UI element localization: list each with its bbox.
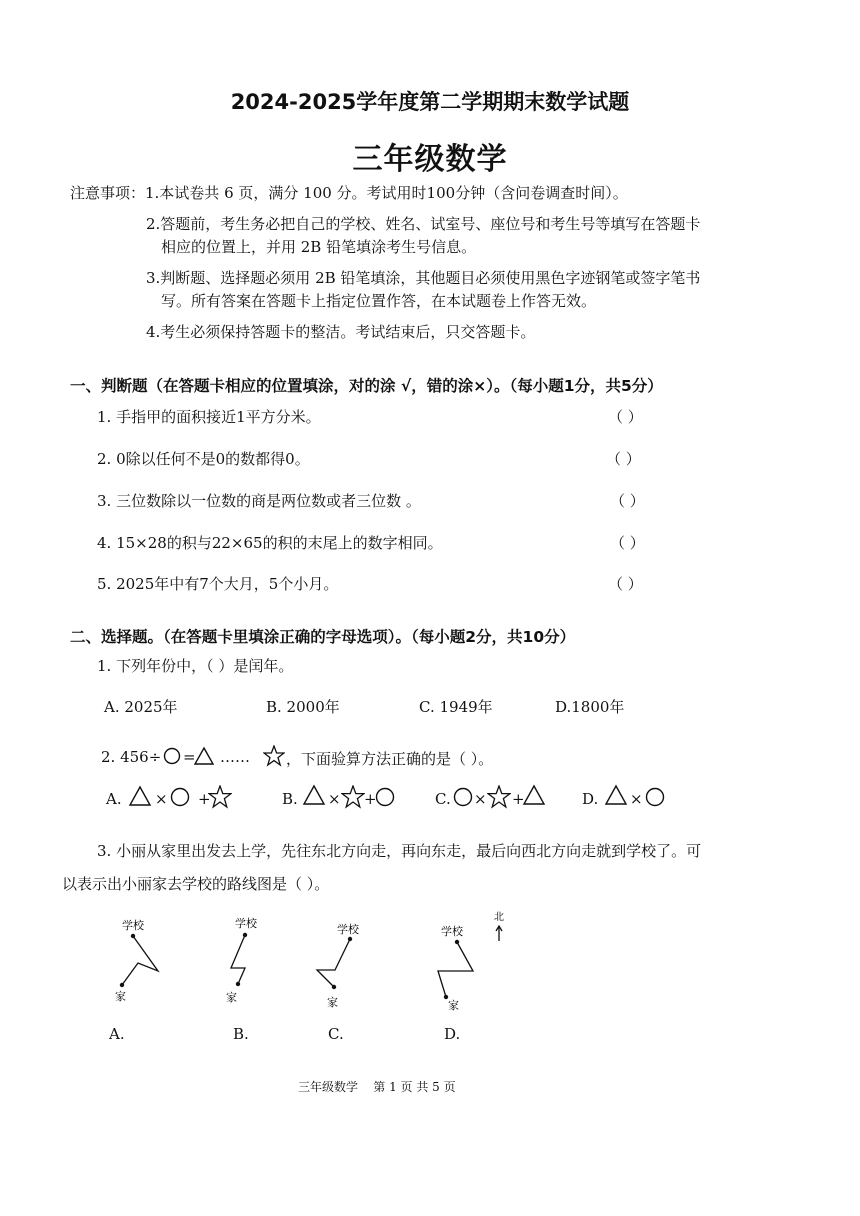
q2-c-plus: + <box>512 790 525 808</box>
q2-option-b-label: B. <box>282 790 298 808</box>
route-label-d: D. <box>444 1025 461 1043</box>
q1-option-b: B. 2000年 <box>266 698 340 716</box>
note-2a: 2.答题前，考生务必把自己的学校、姓名、试室号、座位号和考生号等填写在答题卡 <box>146 215 701 233</box>
judge-paren-2: （ ） <box>606 450 641 468</box>
triangle-icon <box>128 785 152 807</box>
judge-paren-3: （ ） <box>610 492 645 510</box>
q1-option-d: D.1800年 <box>555 698 625 716</box>
q2-equals: = <box>183 748 196 766</box>
route-label-c: C. <box>328 1025 344 1043</box>
q1-option-c: C. 1949年 <box>419 698 493 716</box>
note-3a: 3.判断题、选择题必须用 2B 铅笔填涂，其他题目必须使用黑色字迹钢笔或签字笔书 <box>146 269 701 287</box>
route-a-home-label: 家 <box>115 990 126 1003</box>
exam-title: 2024-2025学年度第二学期期末数学试题 <box>230 90 630 114</box>
star-icon <box>208 785 232 809</box>
choice-q2-prefix: 2. 456÷ <box>101 748 162 766</box>
q1-option-a: A. 2025年 <box>104 698 178 716</box>
section2-heading: 二、选择题。（在答题卡里填涂正确的字母选项）。（每小题2分，共10分） <box>70 628 576 646</box>
choice-q2-suffix: ，下面验算方法正确的是（ ）。 <box>286 750 494 768</box>
note-3b: 写。所有答案在答题卡上指定位置作答，在本试题卷上作答无效。 <box>161 292 597 310</box>
route-d-school-label: 学校 <box>441 925 463 938</box>
q2-dots: …… <box>220 748 250 766</box>
judge-item-5: 5. 2025年中有7个大月，5个小月。 <box>97 575 339 593</box>
route-b-school-label: 学校 <box>235 917 257 930</box>
circle-icon <box>163 747 181 765</box>
judge-item-4: 4. 15×28的积与22×65的积的末尾上的数字相同。 <box>97 534 443 552</box>
judge-item-3: 3. 三位数除以一位数的商是两位数或者三位数 。 <box>97 492 421 510</box>
judge-item-2: 2. 0除以任何不是0的数都得0。 <box>97 450 310 468</box>
route-c-school-label: 学校 <box>337 923 359 936</box>
judge-item-1: 1. 手指甲的面积接近1平方分米。 <box>97 408 321 426</box>
choice-q3-line2: 以表示出小丽家去学校的路线图是（ ）。 <box>62 875 330 893</box>
triangle-icon <box>604 784 628 806</box>
q2-b-plus: + <box>364 790 377 808</box>
route-diagrams <box>100 905 520 1020</box>
q2-option-d-label: D. <box>582 790 599 808</box>
note-2b: 相应的位置上，并用 2B 铅笔填涂考生号信息。 <box>161 238 477 256</box>
choice-q3-line1: 3. 小丽从家里出发去上学，先往东北方向走，再向东走，最后向西北方向走就到学校了。可 <box>97 842 702 860</box>
q2-option-a-label: A. <box>106 790 122 808</box>
q2-b-times: × <box>328 790 341 808</box>
route-d-home-label: 家 <box>448 999 459 1012</box>
q2-c-times: × <box>474 790 487 808</box>
route-b-home-label: 家 <box>226 991 237 1004</box>
note-1: 注意事项：1.本试卷共 6 页，满分 100 分。考试用时100分钟（含问卷调查时间）。 <box>70 184 628 202</box>
triangle-icon <box>193 746 215 766</box>
page-footer: 三年级数学 第 1 页 共 5 页 <box>298 1080 456 1094</box>
north-label: 北 <box>494 912 504 923</box>
q2-a-plus: + <box>198 790 211 808</box>
star-icon <box>263 745 285 767</box>
exam-subtitle: 三年级数学 <box>352 142 508 177</box>
star-icon <box>487 785 511 809</box>
circle-icon <box>645 787 665 807</box>
judge-paren-4: （ ） <box>610 534 645 552</box>
star-icon <box>341 785 365 809</box>
triangle-icon <box>522 784 546 806</box>
note-4: 4.考生必须保持答题卡的整洁。考试结束后，只交答题卡。 <box>146 323 536 341</box>
route-a-school-label: 学校 <box>122 919 144 932</box>
q2-option-c-label: C. <box>435 790 451 808</box>
circle-icon <box>453 787 473 807</box>
triangle-icon <box>302 784 326 806</box>
q2-d-times: × <box>630 790 643 808</box>
section1-heading: 一、判断题（在答题卡相应的位置填涂，对的涂 √，错的涂×）。（每小题1分，共5分） <box>70 377 663 395</box>
judge-paren-5: （ ） <box>608 575 643 593</box>
route-label-a: A. <box>109 1025 125 1043</box>
circle-icon <box>170 787 190 807</box>
circle-icon <box>375 787 395 807</box>
route-c-home-label: 家 <box>327 996 338 1009</box>
route-label-b: B. <box>233 1025 249 1043</box>
choice-q1: 1. 下列年份中，（ ）是闰年。 <box>97 657 294 675</box>
q2-a-times: × <box>155 790 168 808</box>
judge-paren-1: （ ） <box>608 408 643 426</box>
